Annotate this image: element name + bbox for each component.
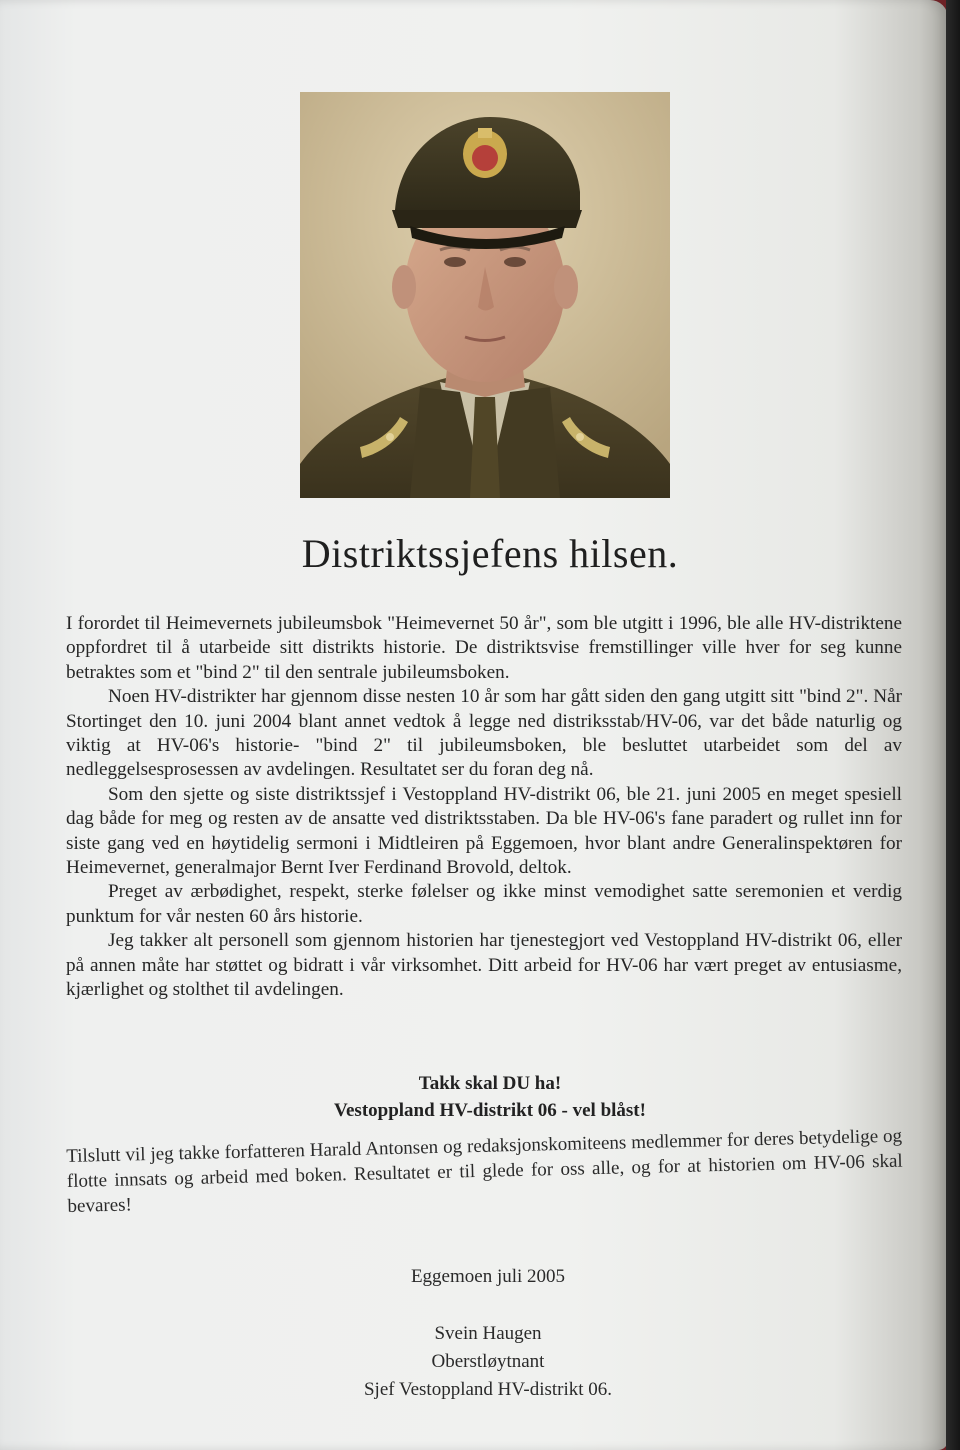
paragraph: Jeg takker alt personell som gjennom historien har tjenestegjort ved Vestoppland HV-distrikt 06, eller på annen måte har støttet og bidratt i vår virksomhet. Ditt arbeid for HV-06 har vært preget av entusiasme, kjærlighet og stolthet til avdelingen. [66, 930, 902, 1001]
paragraph: Som den sjette og siste distriktssjef i Vestoppland HV-distrikt 06, ble 21. juni 2005 en meget spesiell dag både for meg og resten av de ansatte ved distriktsstaben. Da ble HV-06's fane paradert og rullet inn for siste gang ved en høytidelig sermoni i Midtleiren på Eggemoen, hvor blant andre Generalinspektøren for Heimevernet, generalmajor Bernt Iver Ferdinand Brovold, deltok. [66, 783, 902, 879]
place-date: Eggemoen juli 2005 [410, 1266, 566, 1287]
signature-rank: Oberstløytnant [431, 1351, 545, 1372]
paragraph: Noen HV-distrikter har gjennom disse nesten 10 år som har gått siden den gang utgitt sitt "bind 2". Når Stortinget den 10. juni 2004 blant annet vedtok å legge ned distriksstab/HV-06, var det både naturlig og viktig at HV-06's historie- "bind 2" til jubileumsboken, ble besluttet utarbeidet som del av nedleggelsesprosessen av avdelingen. Resultatet ser du foran deg nå. [66, 686, 902, 781]
closing-line: Takk skal DU ha! [418, 1073, 562, 1094]
thanks-paragraph: Tilslutt vil jeg takke forfatteren Harald Antonsen og redaksjonskomiteens medlemmer for deres betydelige og flotte innsats og arbeid med boken. Resultatet er til glede for oss alle, og for at historien om HV-06 skal bevares! [66, 1125, 903, 1217]
book-cover-edge [946, 0, 960, 1450]
paragraph: I forordet til Heimevernets jubileumsbok "Heimevernet 50 år", som ble utgitt i 1996, ble alle HV-distriktene oppfordret til å utarbeide sitt distrikts historie. De distriktsvise fremstillinger ville hver for seg kunne betraktes som et "bind 2" til den sentrale jubileumsboken. [66, 613, 902, 683]
signature-block [0, 1320, 960, 1404]
page-title: Distriktssjefens hilsen. [301, 531, 679, 576]
signature-position: Sjef Vestoppland HV-distrikt 06. [363, 1379, 613, 1400]
officer-portrait-photo [300, 92, 670, 498]
closing-line: Vestoppland HV-distrikt 06 - vel blåst! [334, 1100, 646, 1121]
closing-statement [0, 1070, 960, 1124]
body-text [66, 612, 902, 1003]
paragraph: Preget av ærbødighet, respekt, sterke følelser og ikke minst vemodighet satte seremonien et verdig punktum for vår nesten 60 års historie. [66, 881, 902, 927]
signature-name: Svein Haugen [434, 1323, 542, 1344]
